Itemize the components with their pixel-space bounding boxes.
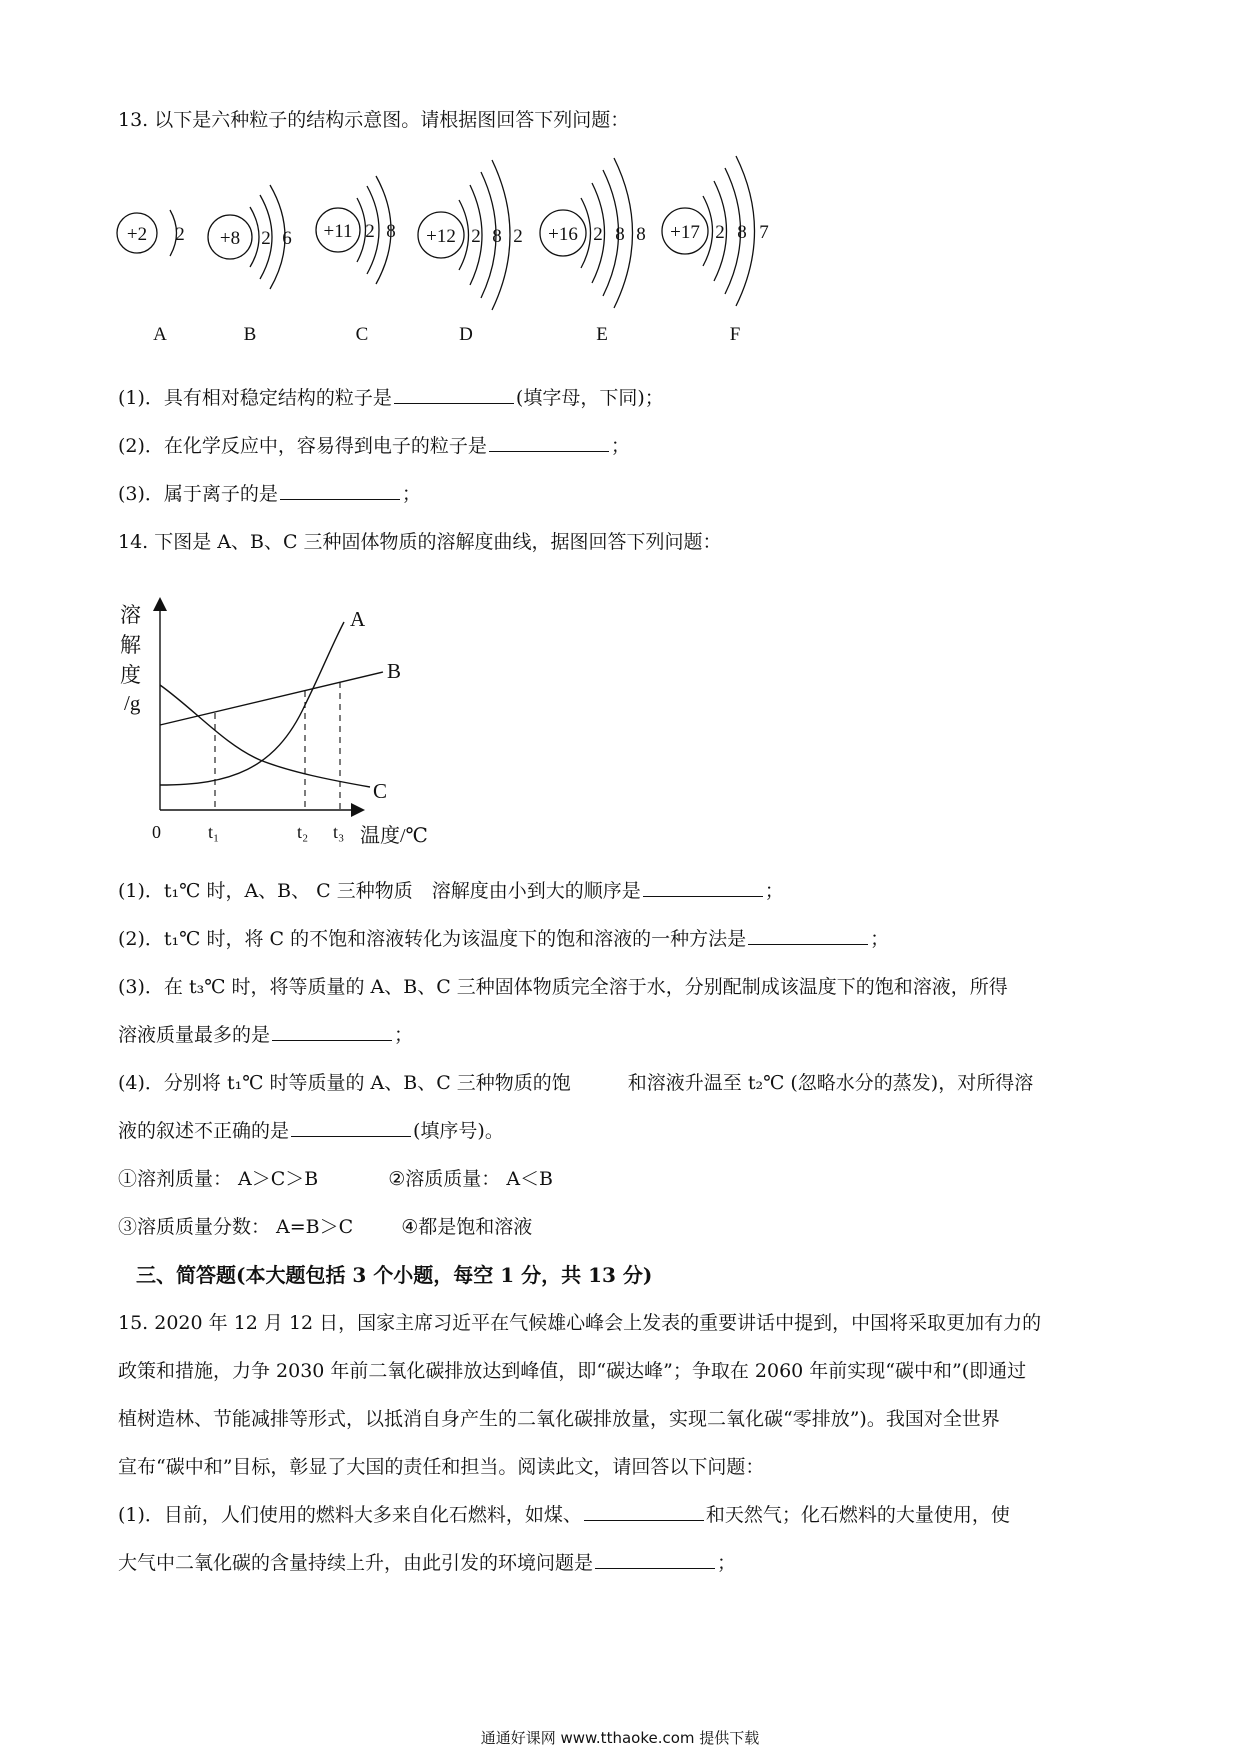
q13-stem: 13. 以下是六种粒子的结构示意图。请根据图回答下列问题： (118, 109, 630, 131)
answer-blank[interactable] (643, 878, 763, 897)
x-axis-label: 温度/℃ (360, 825, 428, 847)
answer-blank[interactable] (748, 926, 868, 945)
atom-d-shell-3: 2 (513, 226, 523, 247)
curve-b-label: B (387, 659, 402, 683)
q13-part1: (1)．具有相对稳定结构的粒子是 (填字母，下同)； (118, 387, 664, 409)
curve-c-label: C (373, 779, 388, 803)
q15-part1-line1: (1)．目前，人们使用的燃料大多来自化石燃料，如煤、 和天然气；化石燃料的大量使用，使 (118, 1504, 1010, 1526)
atom-d-nucleus: +12 (426, 226, 456, 247)
section-heading: 三、简答题(本大题包括 3 个小题，每空 1 分，共 13 分) (136, 1263, 653, 1287)
solubility-curve-graph (0, 590, 1240, 880)
answer-blank[interactable] (595, 1550, 715, 1569)
atom-e-shell-2: 8 (615, 224, 625, 245)
atom-b-label: B (243, 324, 257, 345)
atom-b-shell-1: 2 (261, 228, 271, 249)
atom-c-shell-1: 2 (365, 221, 375, 242)
atom-a-shell-1: 2 (175, 224, 185, 245)
q14-part3-line1: (3)．在 t₃℃ 时，将等质量的 A、B、C 三种固体物质完全溶于水，分别配制成该温度下的饱和溶液，所得 (118, 976, 1008, 998)
option-1: ①溶剂质量： A＞C＞B (118, 1168, 319, 1190)
answer-blank[interactable] (394, 385, 514, 404)
q14-options-row2 (118, 1213, 532, 1241)
q15-part1-line2: 大气中二氧化碳的含量持续上升，由此引发的环境问题是 ； (118, 1552, 737, 1574)
tick-t2: t₂ (297, 822, 309, 842)
answer-blank[interactable] (489, 433, 609, 452)
option-2: ②溶质质量： A＜B (388, 1168, 554, 1190)
atom-d-shell-2: 8 (492, 226, 502, 247)
curve-b (160, 672, 383, 725)
q14-part3-line2: 溶液质量最多的是 ； (118, 1024, 414, 1046)
q14-part2: (2)．t₁℃ 时，将 C 的不饱和溶液转化为该温度下的饱和溶液的一种方法是 ； (118, 928, 890, 950)
option-4: ④都是饱和溶液 (401, 1216, 533, 1238)
answer-blank[interactable] (280, 481, 400, 500)
q15-line1: 15. 2020 年 12 月 12 日，国家主席习近平在气候雄心峰会上发表的重要讲话中提到，中国将采取更加有力的 (118, 1312, 1042, 1334)
q14-part4-line1: (4)．分别将 t₁℃ 时等质量的 A、B、C 三种物质的饱 和溶液升温至 t₂℃ (忽略水分的蒸发)，对所得溶 (118, 1072, 1034, 1094)
q14-stem: 14. 下图是 A、B、C 三种固体物质的溶解度曲线，据图回答下列问题： (118, 531, 722, 553)
atom-f-nucleus: +17 (670, 222, 700, 243)
q13-part3: (3)．属于离子的是 ； (118, 483, 421, 505)
atom-e-nucleus: +16 (548, 224, 578, 245)
atom-d-label: D (459, 324, 473, 345)
y-label-2: 解 (120, 633, 141, 657)
atom-f-label: F (729, 324, 741, 345)
q14-options-row1 (118, 1165, 553, 1193)
atom-b-shell-2: 6 (282, 228, 292, 249)
tick-t1: t₁ (208, 822, 220, 842)
atom-f-shell-3: 7 (759, 222, 769, 243)
curve-a-label: A (350, 607, 366, 631)
atom-b-nucleus: +8 (219, 228, 241, 249)
answer-blank[interactable] (272, 1022, 392, 1041)
atom-a-nucleus: +2 (126, 224, 148, 245)
atom-f-shell-1: 2 (715, 222, 725, 243)
atom-f-shell-2: 8 (737, 222, 747, 243)
atom-c-nucleus: +11 (323, 221, 353, 242)
q14-part4-line2: 液的叙述不正确的是 (填序号)。 (118, 1120, 504, 1142)
atom-e-shell-1: 2 (593, 224, 603, 245)
q15-line2: 政策和措施，力争 2030 年前二氧化碳排放达到峰值，即“碳达峰”；争取在 2060 年前实现“碳中和”(即通过 (118, 1360, 1027, 1382)
footer-watermark: 通通好课网 www.tthaoke.com 提供下载 (480, 1729, 760, 1747)
q15-line4: 宣布“碳中和”目标，彰显了大国的责任和担当。阅读此文，请回答以下问题： (118, 1456, 765, 1478)
atom-e-label: E (596, 324, 608, 345)
y-label-1: 溶 (120, 603, 141, 627)
y-label-4: /g (124, 691, 141, 715)
atom-a-label: A (153, 324, 167, 345)
answer-blank[interactable] (291, 1118, 411, 1137)
option-3: ③溶质质量分数： A=B＞C (118, 1216, 354, 1238)
atom-d-shell-1: 2 (471, 226, 481, 247)
tick-t3: t₃ (333, 822, 345, 842)
q15-line3: 植树造林、节能减排等形式，以抵消自身产生的二氧化碳排放量，实现二氧化碳“零排放”)。我国对全世界 (118, 1408, 1000, 1430)
origin-label: 0 (152, 822, 161, 842)
atom-c-shell-2: 8 (386, 221, 396, 242)
atom-structure-diagrams (0, 140, 1240, 460)
y-label-3: 度 (120, 663, 141, 687)
answer-blank[interactable] (584, 1502, 704, 1521)
q13-part2: (2)．在化学反应中，容易得到电子的粒子是 ； (118, 435, 630, 457)
atom-e-shell-3: 8 (636, 224, 646, 245)
atom-c-label: C (355, 324, 369, 345)
q14-part1: (1)．t₁℃ 时，A、B、 C 三种物质 溶解度由小到大的顺序是 ； (118, 880, 784, 902)
